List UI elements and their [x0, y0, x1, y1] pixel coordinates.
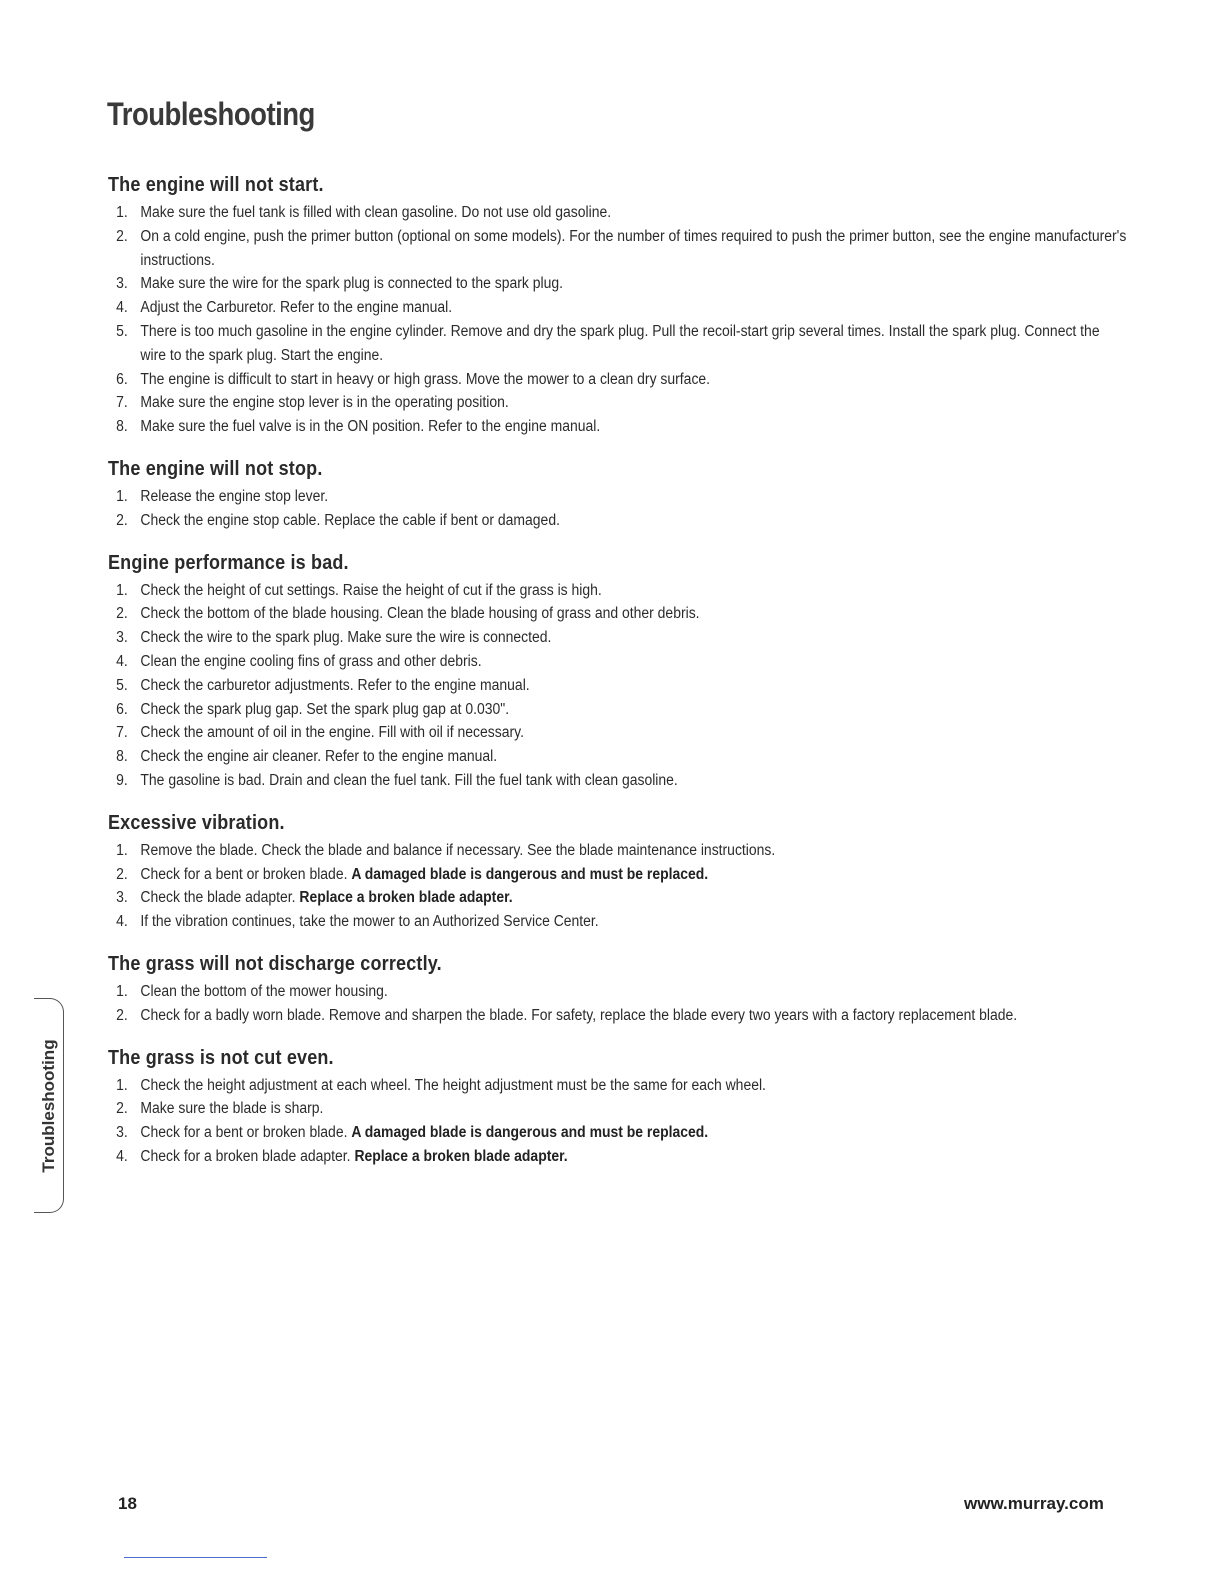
page-title: Troubleshooting — [107, 96, 315, 132]
item-number: 6. — [116, 370, 128, 388]
item-text: There is too much gasoline in the engine cylinder. Remove and dry the spark plug. Pull the recoil-start grip several times. Install the spark plug. Connect the wire to the spark plug. Start the engine. — [140, 322, 1100, 364]
item-text: Check for a badly worn blade. Remove and sharpen the blade. For safety, replace the blade every two years with a factory replacement blade. — [140, 1006, 1018, 1024]
section-heading: Excessive vibration. — [108, 811, 285, 834]
item-text-regular: Check the blade adapter. — [140, 889, 296, 907]
list-item — [108, 296, 1127, 320]
section-heading: The engine will not stop. — [108, 457, 323, 480]
list-item — [108, 201, 1127, 225]
item-number: 3. — [116, 889, 128, 907]
item-number: 2. — [116, 227, 128, 245]
item-text: Clean the bottom of the mower housing. — [140, 982, 388, 1000]
item-number: 1. — [116, 487, 128, 505]
section-heading: Engine performance is bad. — [108, 551, 349, 574]
list-item — [108, 391, 1127, 415]
item-text: The gasoline is bad. Drain and clean the fuel tank. Fill the fuel tank with clean gasoline. — [140, 771, 678, 789]
item-number: 1. — [116, 204, 128, 221]
list-item — [108, 368, 1127, 392]
item-text-regular: Check for a bent or broken blade. — [140, 1124, 348, 1142]
item-text-regular: Check for a bent or broken blade. — [140, 865, 348, 883]
list-item — [108, 509, 1127, 533]
item-warning: Replace a broken blade adapter. — [299, 889, 513, 907]
item-text: Check the height adjustment at each wheel. The height adjustment must be the same for each wheel. — [140, 1076, 766, 1094]
list-item — [108, 886, 1127, 910]
item-number: 2. — [116, 1100, 128, 1118]
list-item — [108, 674, 1127, 698]
section-heading: The engine will not start. — [108, 174, 324, 196]
page-number: 18 — [118, 1494, 137, 1513]
item-warning: Replace a broken blade adapter. — [354, 1147, 568, 1165]
item-text: Make sure the fuel valve is in the ON position. Refer to the engine manual. — [140, 418, 601, 436]
list-item — [108, 980, 1127, 1004]
list-item — [108, 1004, 1127, 1028]
item-text: Make sure the fuel tank is filled with clean gasoline. Do not use old gasoline. — [140, 204, 612, 221]
item-number: 7. — [116, 394, 128, 412]
item-text-regular: Check for a broken blade adapter. — [140, 1147, 351, 1165]
item-number: 3. — [116, 629, 128, 647]
item-number: 3. — [116, 1124, 128, 1142]
list-item — [108, 698, 1127, 722]
item-number: 1. — [116, 982, 128, 1000]
list-item — [108, 485, 1127, 509]
steps-list — [108, 579, 1128, 793]
item-number: 1. — [116, 1076, 128, 1094]
section-grass-not-cut-even — [108, 1045, 1128, 1169]
list-item — [108, 839, 1127, 863]
section-grass-not-discharge — [108, 951, 1128, 1028]
list-item — [108, 1121, 1127, 1145]
item-number: 1. — [116, 841, 128, 859]
item-text: Make sure the engine stop lever is in the operating position. — [140, 394, 509, 412]
list-item — [108, 910, 1127, 934]
item-number: 4. — [116, 652, 128, 670]
item-text — [140, 886, 1127, 910]
item-number: 2. — [116, 605, 128, 623]
list-item — [108, 272, 1127, 296]
item-number: 4. — [116, 1147, 128, 1165]
steps-list — [108, 201, 1128, 439]
item-text — [140, 1145, 1127, 1169]
item-text: Check the spark plug gap. Set the spark plug gap at 0.030". — [140, 700, 510, 718]
item-warning: A damaged blade is dangerous and must be replaced. — [351, 1124, 709, 1142]
item-number: 5. — [116, 322, 128, 340]
list-item — [108, 863, 1127, 887]
item-text — [140, 863, 1127, 887]
item-text — [140, 1121, 1127, 1145]
list-item — [108, 745, 1127, 769]
item-text: Check the engine air cleaner. Refer to the engine manual. — [140, 748, 498, 766]
item-number: 8. — [116, 418, 128, 436]
item-text: Check the carburetor adjustments. Refer to the engine manual. — [140, 676, 530, 694]
item-text: Adjust the Carburetor. Refer to the engine manual. — [140, 299, 453, 317]
list-item — [108, 320, 1127, 368]
list-item — [108, 415, 1127, 439]
item-number: 5. — [116, 676, 128, 694]
section-excessive-vibration — [108, 810, 1128, 934]
item-number: 2. — [116, 1006, 128, 1024]
item-text: On a cold engine, push the primer button (optional on some models). For the number of times required to push the primer button, see the engine manufacturer's instructions. — [140, 227, 1127, 269]
list-item — [108, 1074, 1127, 1098]
item-text: Check the engine stop cable. Replace the cable if bent or damaged. — [140, 511, 560, 529]
list-item — [108, 650, 1127, 674]
side-tab — [34, 998, 64, 1213]
section-engine-will-not-stop — [108, 456, 1128, 533]
footer-divider — [124, 1557, 267, 1558]
item-number: 7. — [116, 724, 128, 742]
item-number: 9. — [116, 771, 128, 789]
item-number: 3. — [116, 275, 128, 293]
list-item — [108, 1145, 1127, 1169]
list-item — [108, 1097, 1127, 1121]
steps-list — [108, 980, 1128, 1028]
steps-list — [108, 839, 1128, 934]
item-number: 8. — [116, 748, 128, 766]
item-number: 4. — [116, 299, 128, 317]
item-text: If the vibration continues, take the mower to an Authorized Service Center. — [140, 913, 599, 931]
section-heading: The grass is not cut even. — [108, 1046, 334, 1069]
item-warning: A damaged blade is dangerous and must be replaced. — [351, 865, 709, 883]
item-text: Check the bottom of the blade housing. Clean the blade housing of grass and other debris. — [140, 605, 700, 623]
section-engine-will-not-start — [108, 172, 1128, 439]
list-item — [108, 769, 1127, 793]
section-engine-performance-bad — [108, 550, 1128, 793]
item-number: 2. — [116, 865, 128, 883]
item-text: The engine is difficult to start in heavy or high grass. Move the mower to a clean dry surface. — [140, 370, 711, 388]
steps-list — [108, 485, 1128, 533]
item-text: Check the height of cut settings. Raise the height of cut if the grass is high. — [140, 581, 602, 599]
steps-list — [108, 1074, 1128, 1169]
side-tab-label: Troubleshooting — [38, 1038, 58, 1173]
item-text: Clean the engine cooling fins of grass and other debris. — [140, 652, 482, 670]
section-heading: The grass will not discharge correctly. — [108, 952, 442, 975]
item-text: Remove the blade. Check the blade and balance if necessary. See the blade maintenance instructions. — [140, 841, 776, 859]
website-url: www.murray.com — [964, 1494, 1104, 1513]
list-item — [108, 626, 1127, 650]
item-text: Make sure the wire for the spark plug is connected to the spark plug. — [140, 275, 564, 293]
list-item — [108, 602, 1127, 626]
list-item — [108, 579, 1127, 603]
item-number: 1. — [116, 581, 128, 599]
item-number: 4. — [116, 913, 128, 931]
list-item — [108, 225, 1127, 273]
item-text: Make sure the blade is sharp. — [140, 1100, 324, 1118]
item-text: Check the wire to the spark plug. Make sure the wire is connected. — [140, 629, 552, 647]
troubleshooting-content — [108, 172, 1128, 1186]
item-number: 2. — [116, 511, 128, 529]
item-text: Check the amount of oil in the engine. Fill with oil if necessary. — [140, 724, 524, 742]
item-number: 6. — [116, 700, 128, 718]
item-text: Release the engine stop lever. — [140, 487, 329, 505]
list-item — [108, 721, 1127, 745]
